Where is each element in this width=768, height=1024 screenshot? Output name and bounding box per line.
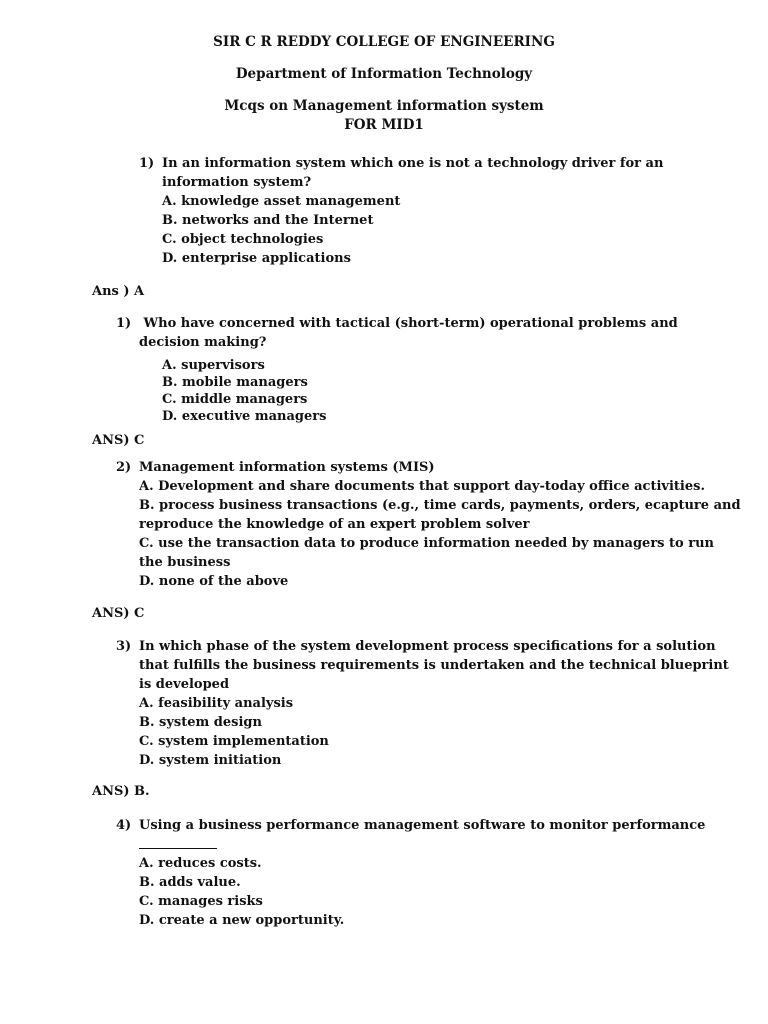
option: B. adds value. — [139, 875, 241, 890]
option: the business — [139, 555, 231, 570]
option: B. mobile managers — [162, 375, 308, 390]
option: B. process business transactions (e.g., time cards, payments, orders, ecapture and — [139, 498, 741, 513]
option: C. use the transaction data to produce information needed by managers to run — [139, 536, 714, 551]
question-text: information system? — [162, 175, 312, 190]
answer-blank-line — [139, 835, 705, 854]
question-number: 3) — [116, 639, 132, 654]
option: D. none of the above — [139, 574, 289, 589]
question-text: is developed — [139, 677, 230, 692]
option: D. enterprise applications — [162, 251, 351, 266]
question-block — [116, 314, 678, 352]
option: A. Development and share documents that support day-today office activities. — [139, 479, 705, 494]
question-block — [116, 816, 706, 930]
question-number: 2) — [116, 460, 132, 475]
question-text: Who have concerned with tactical (short-term) operational problems and — [139, 316, 678, 331]
option: A. feasibility analysis — [139, 696, 294, 711]
subject-title — [0, 97, 768, 135]
option: reproduce the knowledge of an expert problem solver — [139, 517, 530, 532]
answer-line: Ans ) A — [92, 284, 145, 299]
answer-blank — [139, 835, 217, 849]
question-text: Management information systems (MIS) — [139, 460, 435, 475]
question-text: In an information system which one is not a technology driver for an — [162, 156, 664, 171]
question-text: Using a business performance management software to monitor performance — [139, 818, 706, 833]
option: A. reduces costs. — [139, 856, 262, 871]
question-number: 4) — [116, 818, 132, 833]
option: D. create a new opportunity. — [139, 913, 345, 928]
option: D. system initiation — [139, 753, 282, 768]
question-block — [139, 154, 664, 268]
exam-line: FOR MID1 — [344, 117, 424, 133]
question-text: that fulfills the business requirements is undertaken and the technical blueprint — [139, 658, 729, 673]
option: D. executive managers — [162, 409, 327, 424]
question-block — [116, 458, 741, 591]
question-number: 1) — [116, 316, 132, 331]
option: C. middle managers — [162, 392, 308, 407]
question-block — [116, 637, 729, 770]
college-title: SIR C R REDDY COLLEGE OF ENGINEERING — [213, 34, 555, 50]
answer-line: ANS) B. — [92, 784, 150, 799]
answer-line: ANS) C — [92, 606, 145, 621]
option: B. system design — [139, 715, 262, 730]
question-text: decision making? — [139, 335, 267, 350]
option: C. system implementation — [139, 734, 329, 749]
answer-line: ANS) C — [92, 433, 145, 448]
option: C. manages risks — [139, 894, 263, 909]
department-title: Department of Information Technology — [235, 66, 533, 82]
option: A. knowledge asset management — [162, 194, 401, 209]
option: A. supervisors — [162, 358, 265, 373]
subject-line: Mcqs on Management information system — [224, 98, 544, 114]
question-number: 1) — [139, 156, 155, 171]
option: C. object technologies — [162, 232, 324, 247]
options-block — [162, 357, 326, 425]
question-text: In which phase of the system development process specifications for a solution — [139, 639, 716, 654]
option: B. networks and the Internet — [162, 213, 374, 228]
